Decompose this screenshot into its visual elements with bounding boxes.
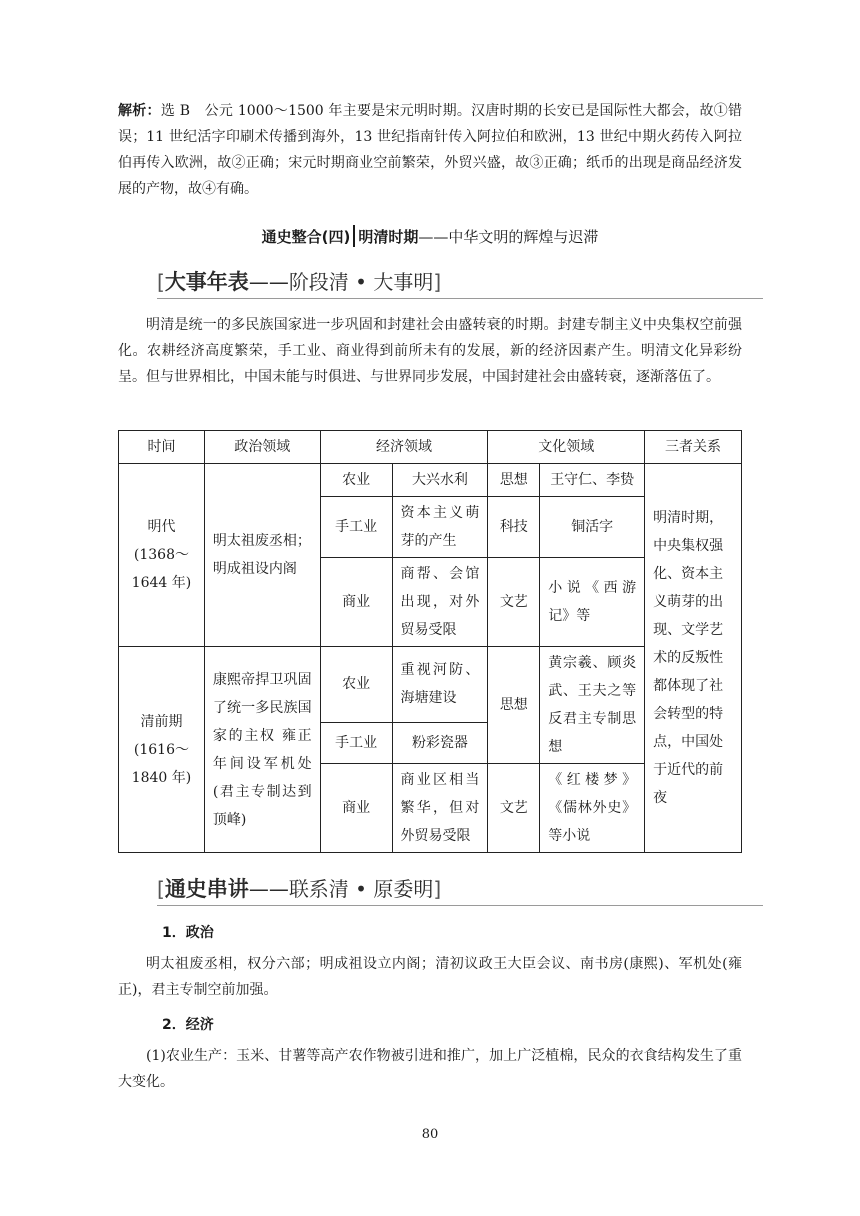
item-paragraph: 明太祖废丞相，权分六部；明成祖设立内阁；清初议政王大臣会议、南书房(康熙)、军机处(雍正)，君主专制空前加强。 [118, 956, 742, 998]
econ-detail-cell: 资本主义萌芽的产生 [392, 497, 488, 558]
section-header-chronology [157, 262, 763, 299]
econ-sector-cell: 农业 [320, 464, 392, 497]
culture-detail-cell: 黄宗羲、顾炎武、王夫之等反君主专制思想 [540, 647, 645, 764]
table-header-row [119, 431, 742, 464]
page-number: 80 [421, 1127, 439, 1142]
bracket-open: [ [157, 270, 165, 294]
table-row [119, 464, 742, 497]
culture-detail-cell: 《红楼梦》《儒林外史》等小说 [540, 764, 645, 853]
header-cell: 三者关系 [645, 431, 742, 464]
econ-sector-cell: 手工业 [320, 722, 392, 763]
section-header-narrative [157, 869, 763, 906]
culture-detail-cell: 王守仁、李贽 [540, 464, 645, 497]
econ-detail-cell: 商业区相当繁华，但对外贸易受限 [392, 764, 488, 853]
bracket-close: ] [433, 877, 442, 901]
culture-field-cell: 文艺 [488, 764, 540, 853]
culture-field-cell: 科技 [488, 497, 540, 558]
relation-cell: 明清时期，中央集权强化、资本主义萌芽的出现、文学艺术的反叛性都体现了社会转型的特点，中国处于近代的前夜 [645, 464, 742, 853]
unit-title [0, 225, 860, 247]
bracket-open: [ [157, 877, 165, 901]
section-title-rest: ——阶段清 • 大事明 [248, 270, 434, 294]
section-title-rest: ——联系清 • 原委明 [248, 877, 434, 901]
chronology-table [118, 430, 742, 853]
culture-detail-cell: 小说《西游记》等 [540, 558, 645, 647]
analysis-label: 解析： [118, 103, 161, 119]
intro-paragraph: 明清是统一的多民族国家进一步巩固和封建社会由盛转衰的时期。封建专制主义中央集权空前强化。农耕经济高度繁荣，手工业、商业得到前所未有的发展，新的经济因素产生。明清文化异彩纷呈。但与世界相比，中国未能与时俱进、与世界同步发展，中国封建社会由盛转衰，逐渐落伍了。 [118, 317, 742, 385]
culture-field-cell: 文艺 [488, 558, 540, 647]
item-heading: 1．政治 [162, 925, 214, 941]
econ-sector-cell: 商业 [320, 558, 392, 647]
politics-cell: 明太祖废丞相；明成祖设内阁 [204, 464, 320, 647]
econ-detail-cell: 商帮、会馆出现，对外贸易受限 [392, 558, 488, 647]
econ-detail-cell: 重视河防、海塘建设 [392, 647, 488, 723]
culture-detail-cell: 铜活字 [540, 497, 645, 558]
section-title-strong: 通史串讲 [164, 877, 249, 901]
culture-field-cell: 思想 [488, 464, 540, 497]
culture-field-cell: 思想 [488, 647, 540, 764]
unit-number: 通史整合(四) [261, 228, 351, 246]
header-cell: 时间 [119, 431, 205, 464]
header-cell: 文化领域 [488, 431, 645, 464]
econ-sector-cell: 农业 [320, 647, 392, 723]
politics-cell: 康熙帝捍卫巩固了统一多民族国家的主权 雍正年间设军机处(君主专制达到顶峰) [204, 647, 320, 853]
header-cell: 政治领域 [204, 431, 320, 464]
unit-subtitle: ——中华文明的辉煌与迟滞 [418, 228, 599, 246]
header-cell: 经济领域 [320, 431, 488, 464]
section-title-strong: 大事年表 [164, 270, 249, 294]
unit-period: 明清时期 [358, 228, 419, 246]
econ-sector-cell: 手工业 [320, 497, 392, 558]
econ-sector-cell: 商业 [320, 764, 392, 853]
title-divider [353, 225, 355, 247]
econ-detail-cell: 大兴水利 [392, 464, 488, 497]
bracket-close: ] [433, 270, 442, 294]
econ-detail-cell: 粉彩瓷器 [392, 722, 488, 763]
item-heading: 2．经济 [162, 1017, 214, 1033]
period-cell: 明代 (1368～1644 年) [119, 464, 205, 647]
item-paragraph: (1)农业生产：玉米、甘薯等高产农作物被引进和推广，加上广泛植棉，民众的衣食结构发生了重大变化。 [118, 1048, 742, 1090]
analysis-text: 选 B 公元 1000～1500 年主要是宋元明时期。汉唐时期的长安已是国际性大都会，故①错误；11 世纪活字印刷术传播到海外，13 世纪指南针传入阿拉伯和欧洲，13 世纪中期火药传入阿拉伯再传入欧洲，故②正确；宋元时期商业空前繁荣，外贸兴盛，故③正确；纸币的出现是商品经济发展的产物，故④有确。 [118, 103, 742, 197]
period-cell: 清前期 (1616～1840 年) [119, 647, 205, 853]
analysis-paragraph [118, 98, 742, 202]
